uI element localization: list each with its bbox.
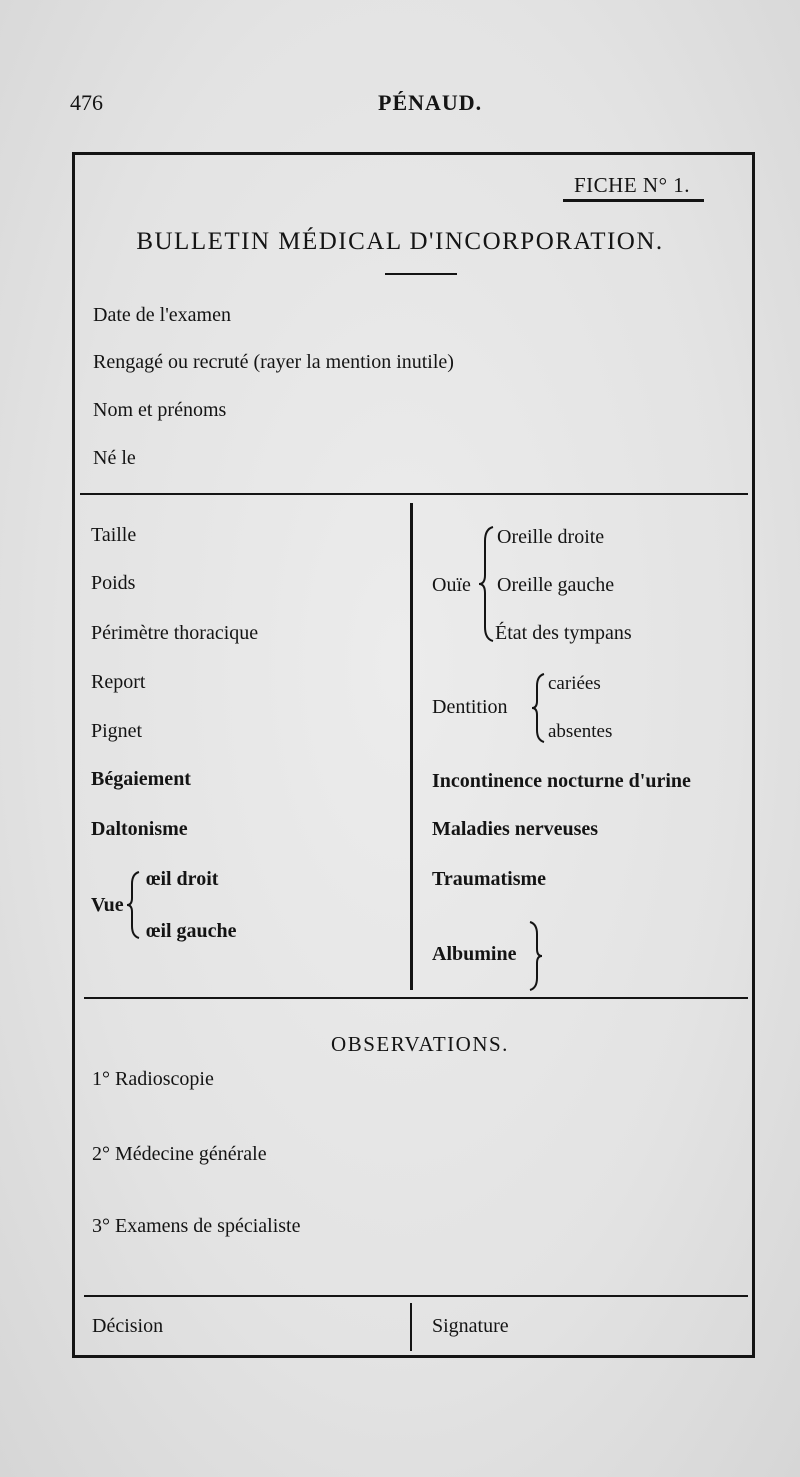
field-etat-tympans: État des tympans (495, 622, 632, 644)
field-dentition-label: Dentition (432, 696, 508, 718)
albumine-brace-icon (527, 920, 543, 992)
section-divider-3 (84, 1295, 748, 1297)
field-pignet: Pignet (91, 720, 143, 742)
field-absentes: absentes (548, 721, 613, 742)
ouie-brace-icon (478, 525, 496, 643)
field-report: Report (91, 671, 146, 693)
form-border (72, 152, 755, 1358)
field-rengage-recrute: Rengagé ou recruté (rayer la mention inutile) (93, 351, 454, 373)
field-oeil-gauche: œil gauche (146, 920, 237, 942)
field-signature: Signature (432, 1315, 509, 1337)
column-divider (410, 503, 413, 990)
footer-divider (410, 1303, 412, 1351)
observations-title: OBSERVATIONS. (331, 1032, 509, 1056)
field-poids: Poids (91, 572, 136, 594)
field-oeil-droit: œil droit (146, 868, 219, 890)
page-number: 476 (70, 90, 103, 115)
fiche-underline (563, 199, 704, 202)
field-oreille-droite: Oreille droite (497, 526, 605, 548)
section-divider-2 (84, 997, 748, 999)
title-underline (385, 273, 457, 275)
field-vue-label: Vue (91, 894, 124, 916)
field-traumatisme: Traumatisme (432, 868, 547, 890)
field-ne-le: Né le (93, 447, 136, 469)
observation-medecine-generale: 2° Médecine générale (92, 1143, 267, 1165)
field-date-examen: Date de l'examen (93, 304, 231, 326)
field-daltonisme: Daltonisme (91, 818, 188, 840)
section-divider-1 (80, 493, 748, 495)
field-cariees: cariées (548, 673, 601, 694)
field-begaiement: Bégaiement (91, 768, 191, 790)
dentition-brace-icon (531, 672, 547, 744)
field-ouie-label: Ouïe (432, 574, 471, 596)
field-oreille-gauche: Oreille gauche (497, 574, 615, 596)
vue-brace-icon (126, 870, 142, 940)
field-taille: Taille (91, 524, 137, 546)
field-decision: Décision (92, 1315, 164, 1337)
field-albumine: Albumine (432, 943, 517, 965)
field-perimetre-thoracique: Périmètre thoracique (91, 622, 259, 644)
running-head: PÉNAUD. (378, 90, 483, 115)
observation-radioscopie: 1° Radioscopie (92, 1068, 214, 1090)
field-incontinence: Incontinence nocturne d'urine (432, 770, 691, 792)
field-nom-prenoms: Nom et prénoms (93, 399, 227, 421)
field-maladies-nerveuses: Maladies nerveuses (432, 818, 599, 840)
observation-examens-specialiste: 3° Examens de spécialiste (92, 1215, 301, 1237)
fiche-label: FICHE N° 1. (574, 173, 690, 197)
form-title: BULLETIN MÉDICAL D'INCORPORATION. (136, 228, 664, 255)
